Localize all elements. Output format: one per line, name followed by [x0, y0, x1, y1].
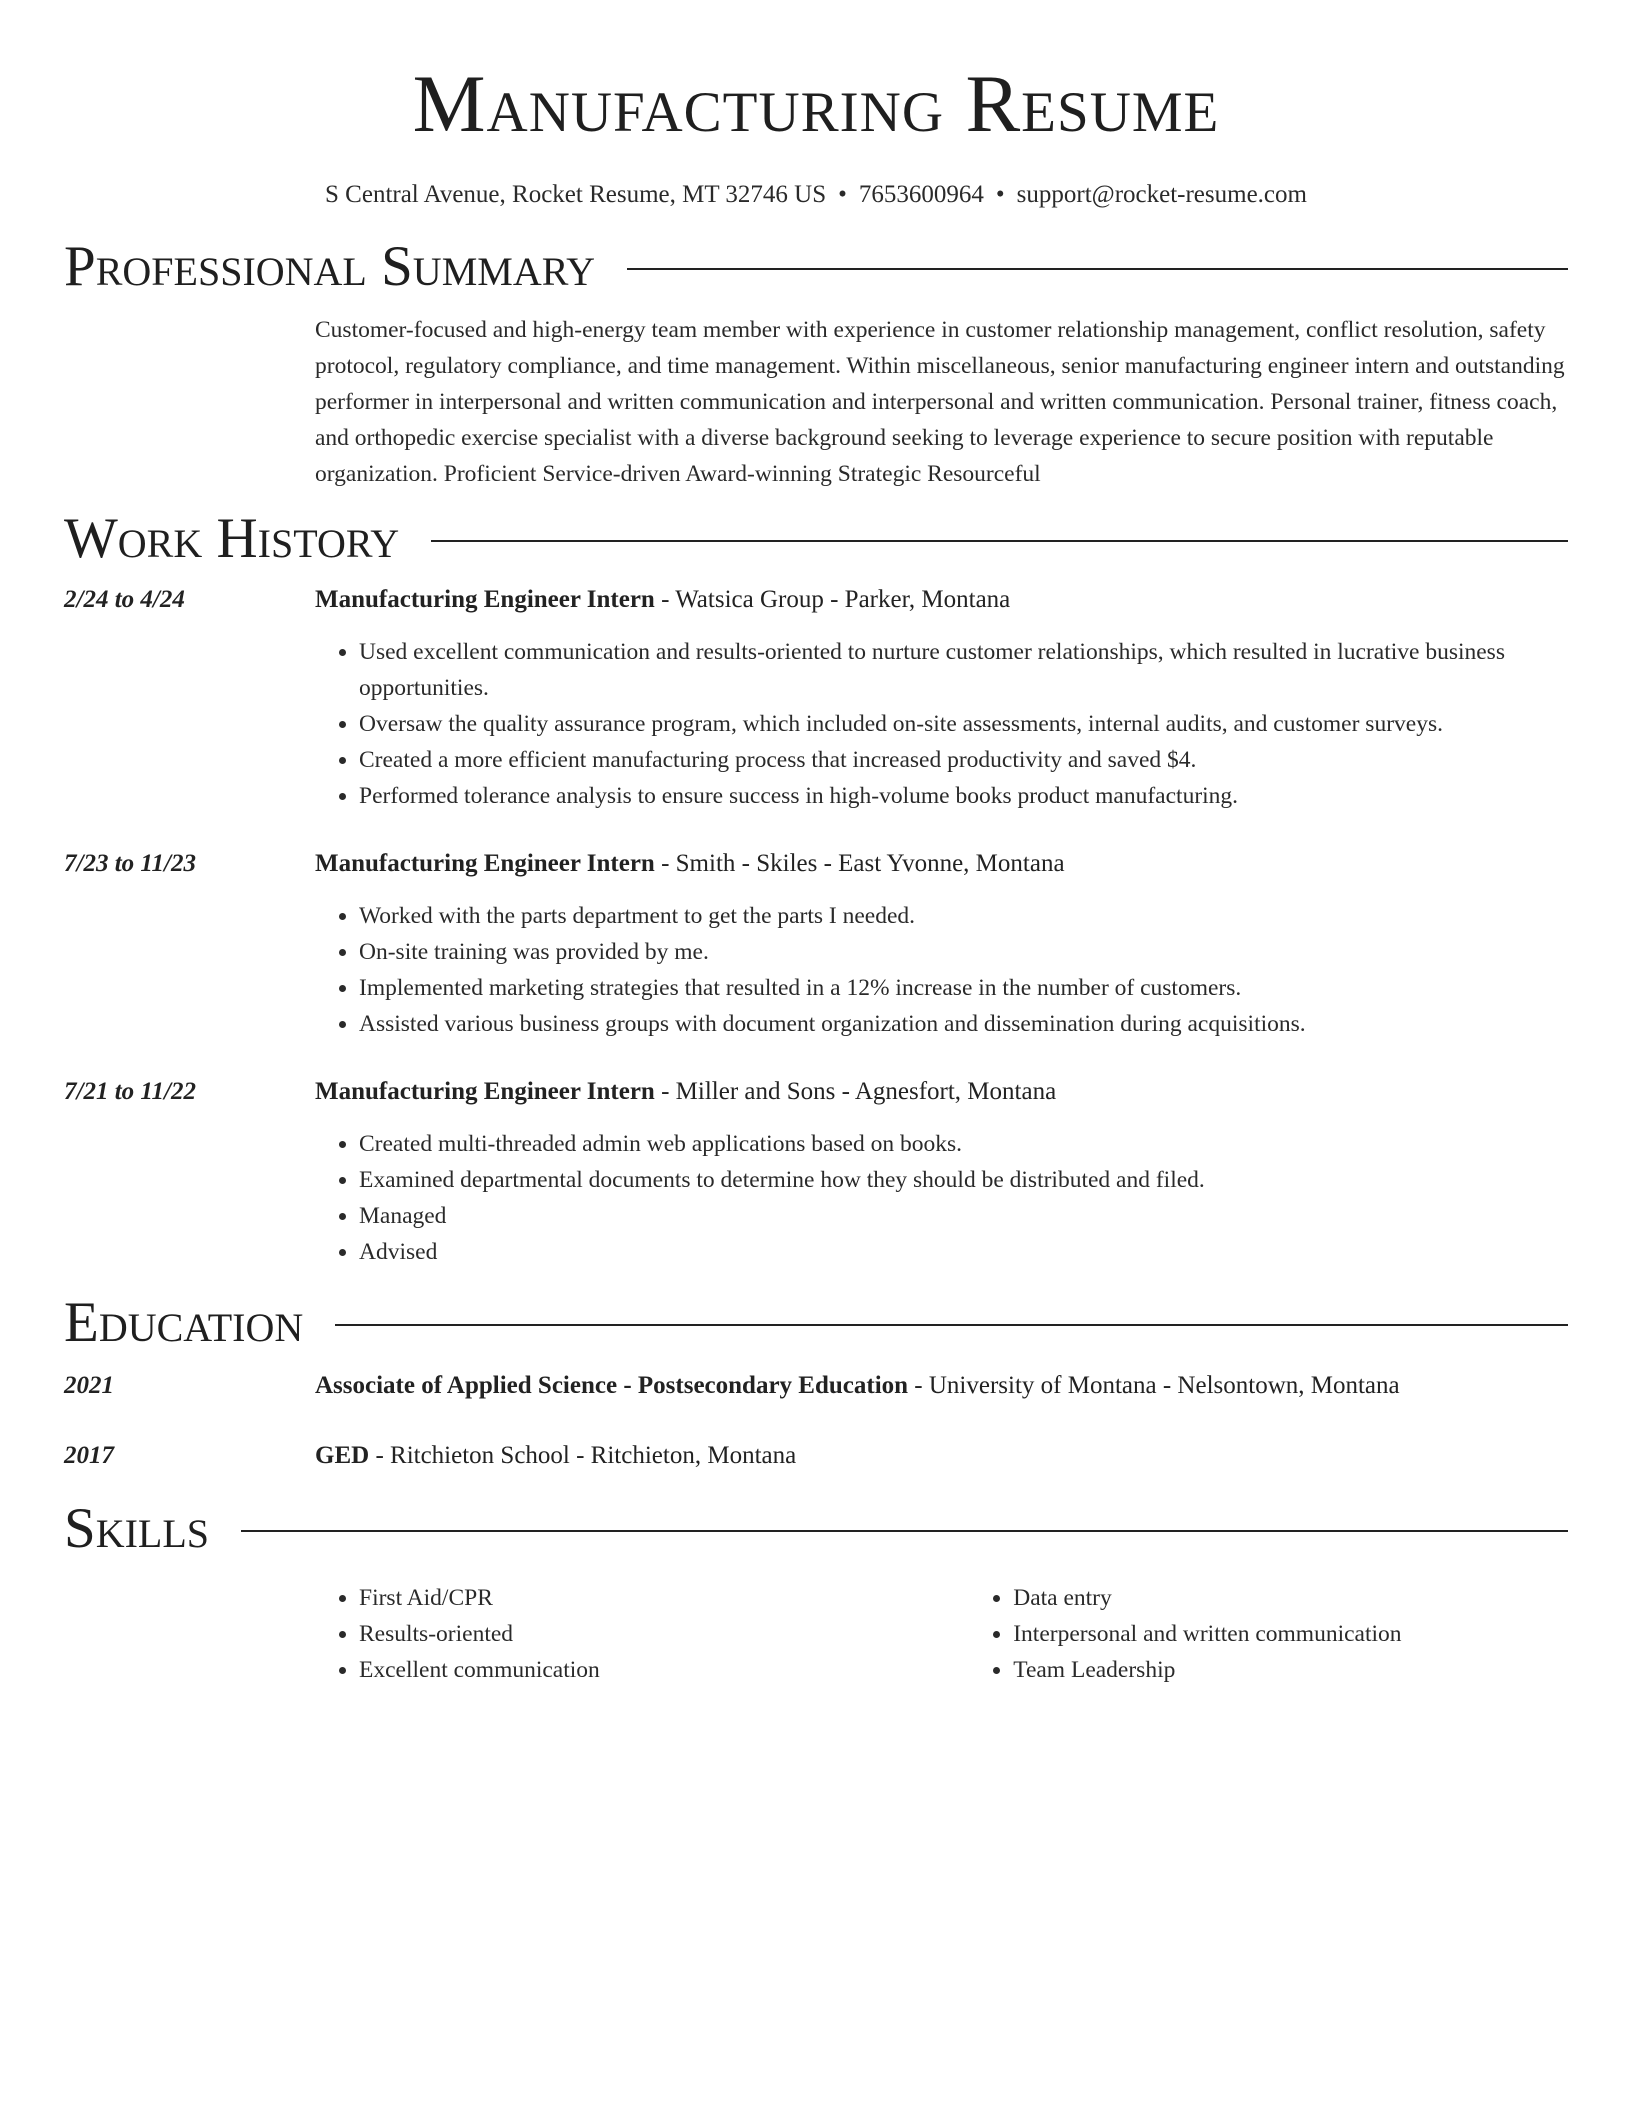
work-bullet: • On-site training was provided by me. [359, 934, 1568, 970]
work-dates: 7/21 to 11/22 [64, 1078, 196, 1105]
skill-item: • Excellent communication [359, 1652, 969, 1688]
skill-item: • Results-oriented [359, 1616, 969, 1652]
work-entry [64, 1074, 1568, 1270]
work-bullet: • Examined departmental documents to determine how they should be distributed and filed. [359, 1162, 1568, 1198]
work-section-header [64, 506, 1568, 572]
work-bullet: • Managed [359, 1198, 1568, 1234]
section-divider [241, 1530, 1568, 1532]
skills-columns [315, 1580, 1568, 1688]
work-heading [315, 1074, 1568, 1110]
work-entry-body [315, 846, 1568, 1042]
skill-item: • Interpersonal and written communication [1013, 1616, 1568, 1652]
degree-title: Associate of Applied Science - Postsecondary Education [315, 1372, 909, 1399]
work-entry-body [315, 1074, 1568, 1270]
section-title-work: Work History [64, 507, 400, 570]
section-title-skills: Skills [64, 1497, 210, 1560]
work-dates: 7/23 to 11/23 [64, 850, 196, 877]
job-title: Manufacturing Engineer Intern [315, 1078, 655, 1105]
education-entry-body [315, 1438, 1568, 1474]
school-details: - University of Montana - Nelsontown, Montana [908, 1372, 1400, 1399]
degree-title: GED [315, 1442, 370, 1469]
education-entry [64, 1368, 1568, 1404]
work-entry-body [315, 582, 1568, 814]
work-bullet: • Advised [359, 1234, 1568, 1270]
skills-section-header [64, 1496, 1568, 1562]
contact-separator: • [995, 181, 1005, 208]
work-bullet: • Used excellent communication and results-oriented to nurture customer relationships, which resulted in lucrative business opportunities. [359, 634, 1568, 706]
section-divider [627, 268, 1568, 270]
work-bullet: • Created a more efficient manufacturing process that increased productivity and saved $4. [359, 742, 1568, 778]
work-heading [315, 846, 1568, 882]
work-bullet: • Oversaw the quality assurance program, which included on-site assessments, internal audits, and customer surveys. [359, 706, 1568, 742]
skill-item: • Data entry [1013, 1580, 1568, 1616]
resume-title: Manufacturing Resume [412, 58, 1220, 149]
work-entry [64, 582, 1568, 814]
work-bullet: • Performed tolerance analysis to ensure success in high-volume books product manufacturing. [359, 778, 1568, 814]
resume-page [64, 0, 1568, 1688]
work-bullet-list [315, 634, 1568, 814]
job-details: - Smith - Skiles - East Yvonne, Montana [654, 850, 1065, 877]
job-details: - Watsica Group - Parker, Montana [654, 586, 1011, 613]
summary-text: Customer-focused and high-energy team member with experience in customer relationship management, conflict resolution, safety protocol, regulatory compliance, and time management. Within miscellaneous, senior manufacturing engineer intern and outstanding performer in interpersonal and written communication and interpersonal and written communication. Personal trainer, fitness coach, and orthopedic exercise specialist with a diverse background seeking to leverage experience to secure position with reputable organization. Proficient Service-driven Award-winning Strategic Resourceful [315, 317, 1565, 487]
summary-section-header [64, 234, 1568, 300]
skill-item: • First Aid/CPR [359, 1580, 969, 1616]
job-title: Manufacturing Engineer Intern [315, 850, 655, 877]
contact-address: S Central Avenue, Rocket Resume, MT 32746 US [325, 181, 827, 208]
contact-email: support@rocket-resume.com [1016, 181, 1307, 208]
skill-item: • Team Leadership [1013, 1652, 1568, 1688]
work-heading [315, 582, 1568, 618]
education-entry [64, 1438, 1568, 1474]
education-entry-body [315, 1368, 1568, 1404]
education-year: 2017 [64, 1442, 114, 1469]
contact-phone: 7653600964 [858, 181, 984, 208]
section-title-education: Education [64, 1291, 304, 1354]
contact-separator: • [838, 181, 847, 208]
work-bullet: • Implemented marketing strategies that resulted in a 12% increase in the number of customers. [359, 970, 1568, 1006]
work-bullet: • Assisted various business groups with document organization and dissemination during acquisitions. [359, 1006, 1568, 1042]
contact-line [64, 178, 1568, 212]
job-details: - Miller and Sons - Agnesfort, Montana [654, 1078, 1057, 1105]
section-divider [335, 1324, 1568, 1326]
work-dates: 2/24 to 4/24 [64, 586, 185, 613]
education-section-header [64, 1290, 1568, 1356]
skills-list-right [969, 1580, 1568, 1688]
job-title: Manufacturing Engineer Intern [315, 586, 655, 613]
education-heading [315, 1438, 1568, 1474]
work-bullet: • Created multi-threaded admin web applications based on books. [359, 1126, 1568, 1162]
work-bullet-list [315, 898, 1568, 1042]
school-details: - Ritchieton School - Ritchieton, Montana [369, 1442, 797, 1469]
work-bullet-list [315, 1126, 1568, 1270]
education-year: 2021 [64, 1372, 114, 1399]
education-heading [315, 1368, 1568, 1404]
section-divider [431, 540, 1568, 542]
skills-list-left [315, 1580, 969, 1688]
section-title-summary: Professional Summary [64, 235, 596, 298]
work-entry [64, 846, 1568, 1042]
work-bullet: • Worked with the parts department to get the parts I needed. [359, 898, 1568, 934]
